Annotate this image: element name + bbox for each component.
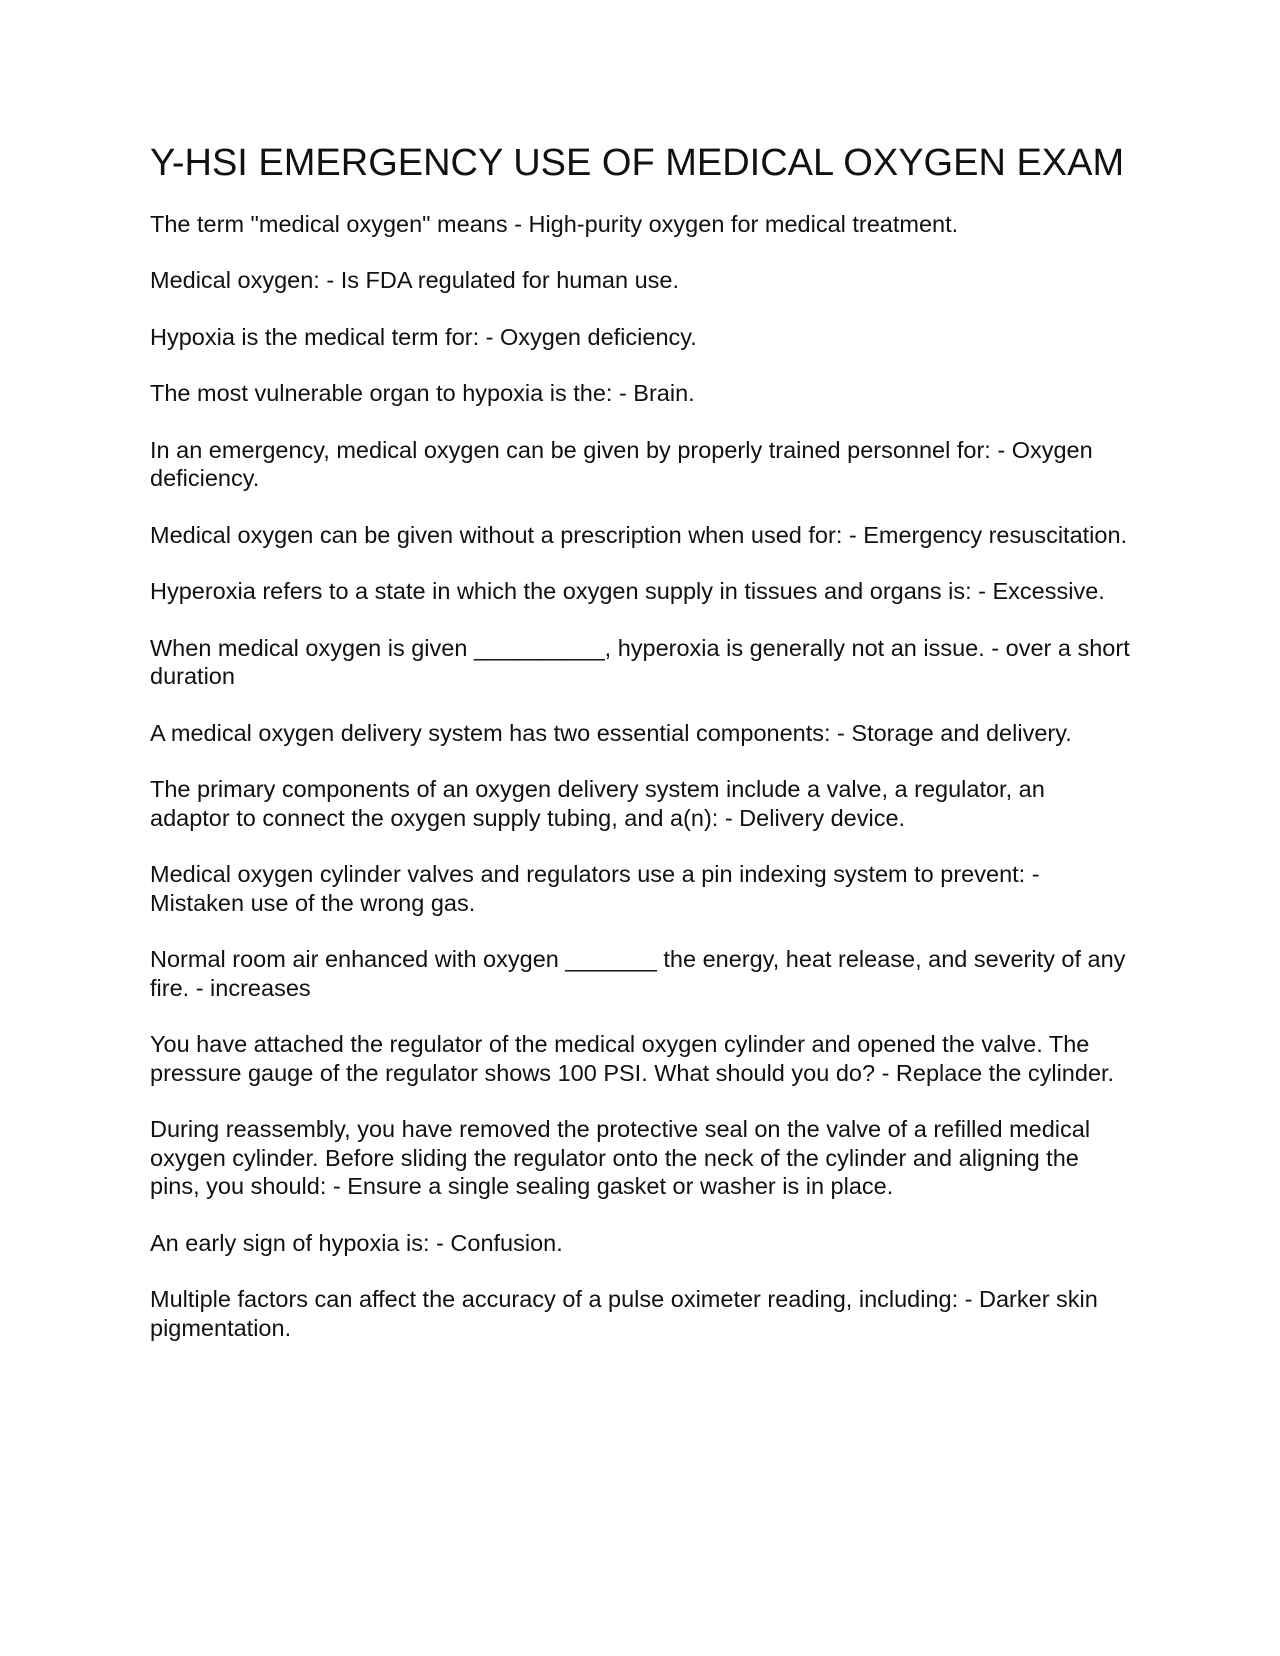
question-answer-item: The primary components of an oxygen delivery system include a valve, a regulator, an adaptor to connect the oxygen supply tubing, and a(n): - Delivery device. xyxy=(150,776,1045,831)
question-answer-item: You have attached the regulator of the medical oxygen cylinder and opened the valve. The pressure gauge of the regulator shows 100 PSI. What should you do? - Replace the cylinder. xyxy=(150,1031,1115,1086)
question-answer-item: Medical oxygen can be given without a prescription when used for: - Emergency resuscitation. xyxy=(150,521,1128,548)
question-answer-item: Hypoxia is the medical term for: - Oxygen deficiency. xyxy=(150,323,697,350)
question-answer-item: When medical oxygen is given __________, hyperoxia is generally not an issue. - over a short duration xyxy=(150,634,1130,690)
question-answer-item: Normal room air enhanced with oxygen _______ the energy, heat release, and severity of any fire. - increases xyxy=(150,946,1126,1001)
page-title: Y-HSI EMERGENCY USE OF MEDICAL OXYGEN EXAM xyxy=(150,142,1125,184)
question-answer-item: Medical oxygen: - Is FDA regulated for human use. xyxy=(150,267,680,294)
question-answer-item: Hyperoxia refers to a state in which the oxygen supply in tissues and organs is: - Excessive. xyxy=(150,578,1105,605)
question-answer-item: Multiple factors can affect the accuracy of a pulse oximeter reading, including: - Darker skin pigmentation. xyxy=(150,1286,1098,1341)
question-answer-item: A medical oxygen delivery system has two essential components: - Storage and delivery. xyxy=(150,719,1072,746)
question-answer-item: In an emergency, medical oxygen can be given by properly trained personnel for: - Oxygen deficiency. xyxy=(150,436,1093,492)
question-answer-item: The most vulnerable organ to hypoxia is the: - Brain. xyxy=(150,380,695,407)
question-answer-item: An early sign of hypoxia is: - Confusion. xyxy=(150,1229,563,1256)
question-answer-list xyxy=(150,210,1130,1343)
question-answer-item: During reassembly, you have removed the protective seal on the valve of a refilled medical oxygen cylinder. Before sliding the regulator onto the neck of the cylinder and aligning the pins, you should: - Ensure a single sealing gasket or washer is in place. xyxy=(150,1116,1091,1200)
question-answer-item: Medical oxygen cylinder valves and regulators use a pin indexing system to prevent: - Mistaken use of the wrong gas. xyxy=(150,861,1040,916)
document-page xyxy=(150,142,1130,1370)
question-answer-item: The term "medical oxygen" means - High-purity oxygen for medical treatment. xyxy=(150,210,959,237)
